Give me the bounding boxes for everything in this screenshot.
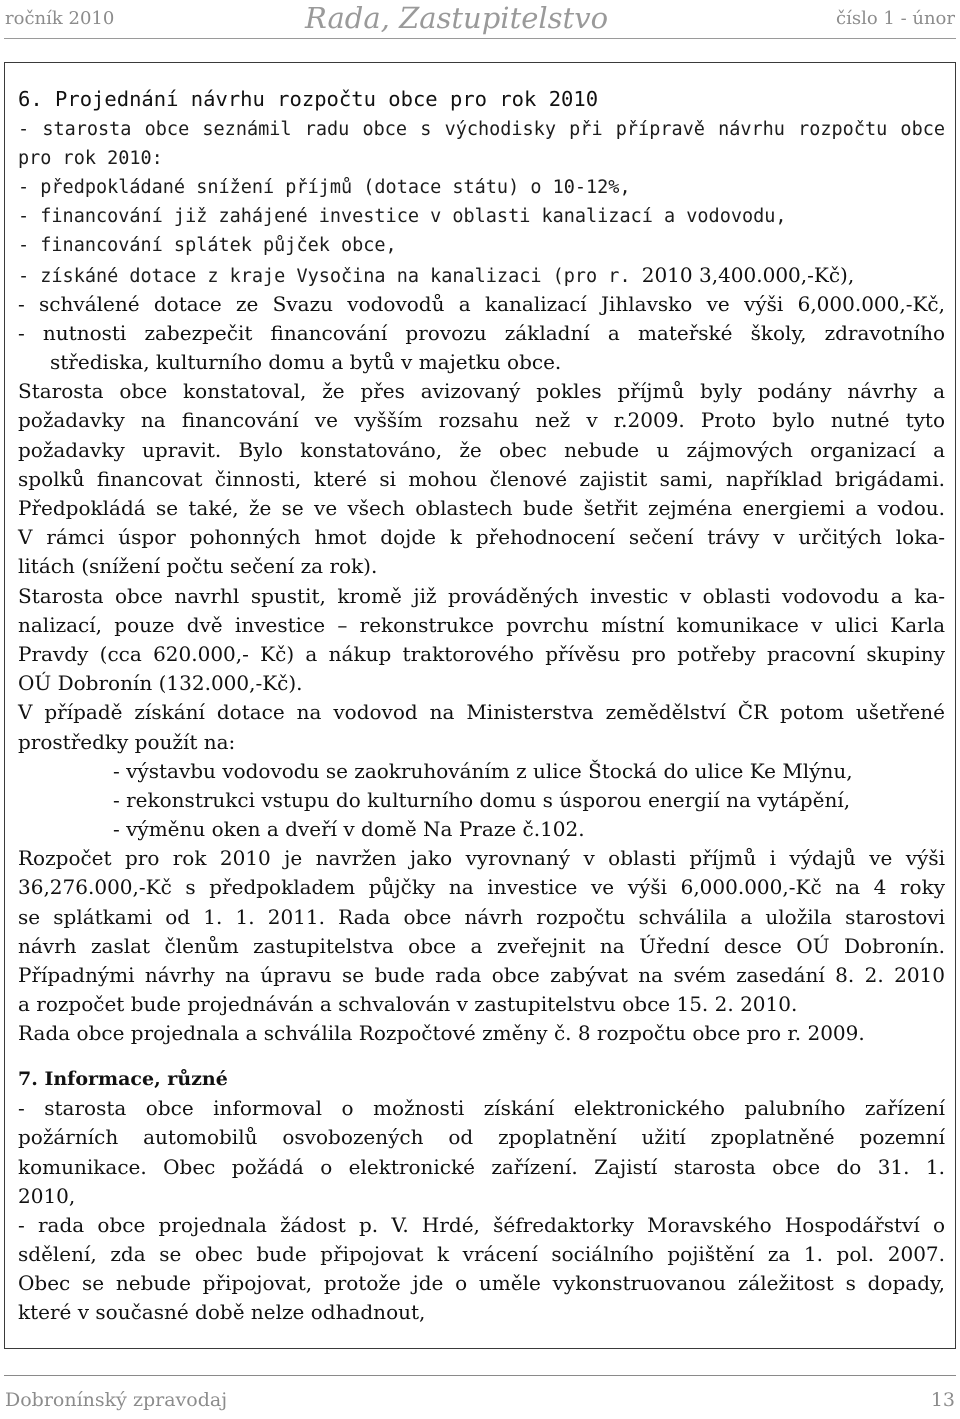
section-6-line: Pravdy (cca 620.000,- Kč) a nákup traktorového přívěsu pro potřeby pracovní skupiny bbox=[18, 641, 945, 666]
section-6-intro-line bbox=[18, 261, 945, 290]
section-6-line: návrh zaslat členům zastupitelstva obce a zveřejnit na Úřední desce OÚ Dobronín. bbox=[18, 933, 945, 958]
header-section-title: Rada, Zastupitelstvo bbox=[305, 1, 609, 35]
section-6-line: - nutnosti zabezpečit financování provozu základní a mateřské školy, zdravotního bbox=[18, 320, 945, 345]
section-6-line: požadavky na financování ve vyšším rozsahu než v r.2009. Proto bylo nutné tyto bbox=[18, 408, 945, 433]
section-6-intro-line-start: - získáné dotace z kraje Vysočina na kanalizaci (pro r. bbox=[18, 265, 631, 287]
section-7-heading: 7. Informace, různé bbox=[18, 1067, 228, 1090]
section-spacer bbox=[18, 1049, 945, 1065]
section-6-line: litách (snížení počtu sečení za rok). bbox=[18, 554, 378, 579]
section-7-line: sdělení, zda se obec bude připojovat k vrácení sociálního pojištění za 1. pol. 2007. bbox=[18, 1242, 945, 1267]
footer-divider bbox=[4, 1375, 956, 1376]
section-6-line: se splátkami od 1. 1. 2011. Rada obce návrh rozpočtu schválila a uložila starostovi bbox=[18, 904, 945, 929]
section-6-line: - schválené dotace ze Svazu vodovodů a kanalizací Jihlavsko ve výši 6,000.000,-Kč, bbox=[18, 291, 945, 316]
section-7-line: - starosta obce informoval o možnosti získání elektronického palubního zařízení bbox=[18, 1096, 945, 1121]
footer-page-number: 13 bbox=[930, 1389, 955, 1411]
header-issue: číslo 1 - únor bbox=[836, 8, 955, 29]
header-divider bbox=[4, 38, 956, 39]
section-6-intro-line-amount: 2010 3,400.000,-Kč), bbox=[641, 262, 855, 287]
section-6-line: Předpokládá se také, že se ve všech oblastech bude šetřit zejména energiemi a vodou. bbox=[18, 496, 945, 521]
section-6-intro-line: - financování již zahájené investice v oblasti kanalizací a vodovodu, bbox=[18, 206, 787, 228]
section-6-intro-line: - starosta obce seznámil radu obce s východisky při přípravě návrhu rozpočtu obce bbox=[18, 118, 945, 140]
section-6-line: Rada obce projednala a schválila Rozpočtové změny č. 8 rozpočtu obce pro r. 2009. bbox=[18, 1021, 865, 1046]
section-7-line: Obec se nebude připojovat, protože jde o uměle vykonstruovanou záležitost s dopady, bbox=[18, 1271, 945, 1296]
section-7-line: požárních automobilů osvobozených od zpoplatnění užití zpoplatněné pozemní bbox=[18, 1125, 945, 1150]
section-6-line: 36,276.000,-Kč s předpokladem půjčky na investice ve výši 6,000.000,-Kč na 4 roky bbox=[18, 875, 945, 900]
section-6-line: V rámci úspor pohonných hmot dojde k přehodnocení sečení trávy v určitých loka- bbox=[18, 525, 945, 550]
section-6-intro-line: pro rok 2010: bbox=[18, 147, 163, 169]
section-6-line: Případnými návrhy na úpravu se bude rada obce zabývat na svém zasedání 8. 2. 2010 bbox=[18, 963, 945, 988]
section-6-line: spolků financovat činnosti, které si mohou členové zajistit sami, například brigádami. bbox=[18, 466, 945, 491]
section-7-line: 2010, bbox=[18, 1183, 76, 1208]
section-6-list-item: - rekonstrukci vstupu do kulturního domu s úsporou energií na vytápění, bbox=[113, 787, 851, 812]
footer-publication-name: Dobronínský zpravodaj bbox=[5, 1389, 228, 1411]
section-6-line: OÚ Dobronín (132.000,-Kč). bbox=[18, 671, 303, 696]
section-6-line: Starosta obce navrhl spustit, kromě již prováděných investic v oblasti vodovodu a ka- bbox=[18, 583, 945, 608]
section-6-line: a rozpočet bude projednáván a schvalován v zastupitelstvu obce 15. 2. 2010. bbox=[18, 992, 798, 1017]
section-7-line: - rada obce projednala žádost p. V. Hrdé, šéfredaktorky Moravského Hospodářství o bbox=[18, 1212, 945, 1237]
section-6-line: prostředky použít na: bbox=[18, 729, 236, 754]
section-7-line: komunikace. Obec požádá o elektronické zařízení. Zajistí starosta obce do 31. 1. bbox=[18, 1154, 945, 1179]
section-6-line: Starosta obce konstatoval, že přes avizovaný pokles příjmů byly podány návrhy a bbox=[18, 379, 945, 404]
section-6-line: střediska, kulturního domu a bytů v majetku obce. bbox=[50, 350, 562, 375]
section-6-line: V případě získání dotace na vodovod na Ministerstva zemědělství ČR potom ušetřené bbox=[18, 700, 945, 725]
section-7-line: které v současné době nelze odhadnout, bbox=[18, 1300, 426, 1325]
section-6-intro-line: - financování splátek půjček obce, bbox=[18, 235, 397, 257]
section-6-list-item: - výstavbu vodovodu se zaokruhováním z ulice Štocká do ulice Ke Mlýnu, bbox=[113, 758, 853, 783]
section-6-intro-line: - předpokládané snížení příjmů (dotace státu) o 10-12%, bbox=[18, 176, 631, 198]
section-6-list-item: - výměnu oken a dveří v domě Na Praze č.102. bbox=[113, 817, 585, 842]
article-body bbox=[18, 85, 945, 1327]
header-volume: ročník 2010 bbox=[5, 8, 115, 29]
section-6-line: Rozpočet pro rok 2010 je navržen jako vyrovnaný v oblasti příjmů i výdajů ve výši bbox=[18, 846, 945, 871]
section-6-line: požadavky upravit. Bylo konstatováno, že obec nebude u zájmových organizací a bbox=[18, 437, 945, 462]
section-6-line: nalizací, pouze dvě investice – rekonstrukce povrchu místní komunikace v ulici Karla bbox=[18, 612, 945, 637]
section-6-heading: 6. Projednání návrhu rozpočtu obce pro rok 2010 bbox=[18, 87, 599, 112]
